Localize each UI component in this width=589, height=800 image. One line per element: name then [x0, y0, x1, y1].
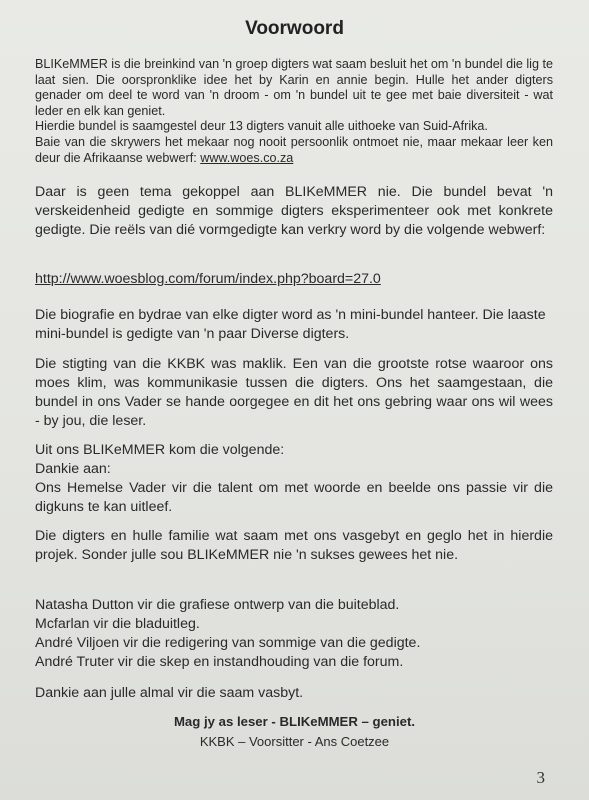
kkbk-paragraph: Die stigting van die KKBK was maklik. Een van die grootste rotse waaroor ons moes klim, was kommunikasie tussen die digters. Ons het saamgestaan, die bundel in ons Vader se hande oorgegee en dit het ons gebring waar ons wil wees - by jou, die leser.: [35, 356, 553, 429]
signature-name: KKBK – Voorsitter - Ans Coetzee: [199, 734, 390, 749]
thanks-to-label: Dankie aan:: [35, 461, 111, 477]
biography-paragraph: Die biografie en bydrae van elke digter word as 'n mini-bundel hanteer. Die laaste mini-bundel is gedigte van 'n paar Diverse digters.: [35, 307, 546, 342]
forum-link[interactable]: http://www.woesblog.com/forum/index.php?board=27.0: [35, 271, 381, 287]
intro-paragraph: [35, 57, 553, 166]
signature-line: Mag jy as leser - BLIKeMMER – geniet.: [173, 714, 416, 729]
credit-item: André Viljoen vir die redigering van sommige van die gedigte.: [35, 635, 421, 651]
credits-list: [35, 596, 553, 672]
thanks-intro: Uit ons BLIKeMMER kom die volgende:: [35, 442, 285, 458]
credit-item: André Truter vir die skep en instandhouding van die forum.: [35, 654, 404, 670]
intro-text-3: Baie van die skrywers het mekaar nog nooit persoonlik ontmoet nie, maar mekaar leer ken deur die Afrikaanse webwerf:: [35, 134, 553, 165]
closing-line: Dankie aan julle almal vir die saam vasbyt.: [35, 685, 304, 701]
thanks-families-paragraph: Die digters en hulle familie wat saam met ons vasgebyt en geglo het in hierdie projek. Sonder julle sou BLIKeMMER nie 'n sukses gewees het nie.: [35, 528, 553, 563]
thanks-father: Ons Hemelse Vader vir die talent om met woorde en beelde ons passie vir die digkuns te kan uitleef.: [35, 480, 553, 515]
credit-item: Mcfarlan vir die bladuitleg.: [35, 616, 200, 632]
intro-text-2: Hierdie bundel is saamgestel deur 13 digters vanuit alle uithoeke van Suid-Afrika.: [35, 119, 488, 134]
page-number: 3: [536, 768, 545, 787]
intro-website-link[interactable]: www.woes.co.za: [200, 150, 294, 165]
thanks-section: [35, 441, 553, 517]
page-title: Voorwoord: [245, 18, 344, 39]
credit-item: Natasha Dutton vir die grafiese ontwerp van die buiteblad.: [35, 597, 400, 613]
theme-paragraph: Daar is geen tema gekoppel aan BLIKeMMER nie. Die bundel bevat 'n verskeidenheid gedigte en sommige digters eksperimenteer ook met konkrete gedigte. Die reëls van dié vormgedigte kan verkry word by die volgende webwerf:: [35, 184, 553, 238]
intro-text-1: BLIKeMMER is die breinkind van 'n groep digters wat saam besluit het om 'n bundel die lig te laat sien. Die oorspronklike idee het by Karin en annie begin. Hulle het ander digters genader om deel te word van 'n droom - om 'n bundel uit te gee met baie diversiteit - wat leder en elk kan geniet.: [35, 57, 553, 118]
